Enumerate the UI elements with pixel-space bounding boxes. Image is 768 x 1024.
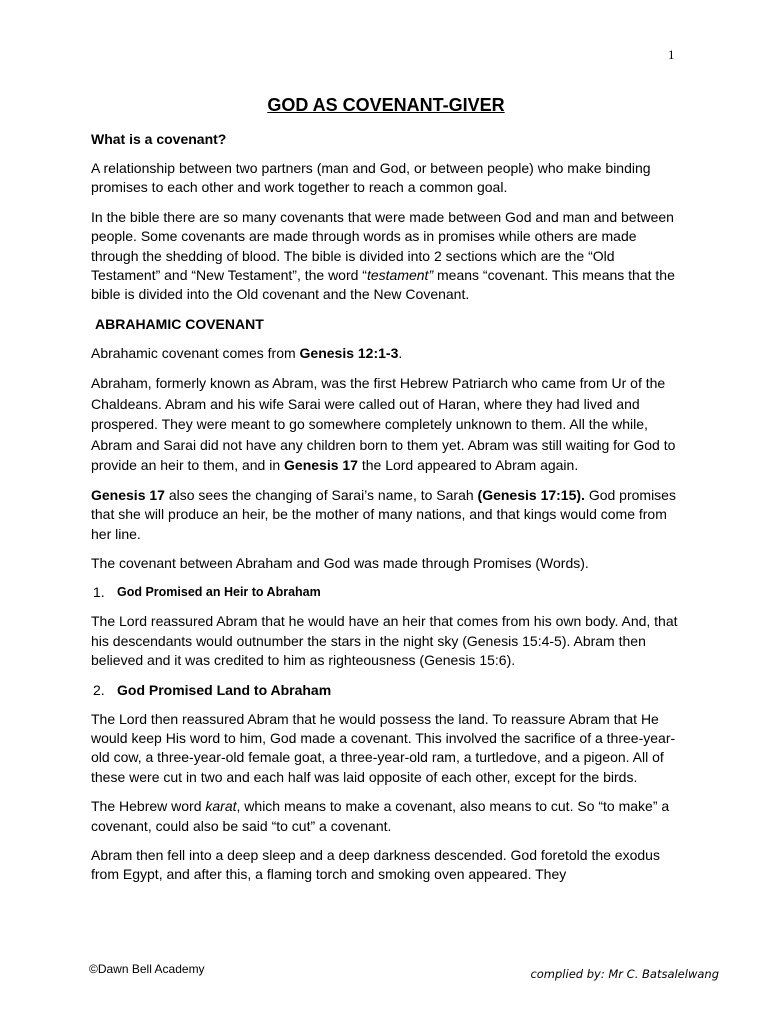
heading-abrahamic-covenant: ABRAHAMIC COVENANT bbox=[95, 315, 264, 332]
paragraph-land: The Lord then reassured Abram that he would possess the land. To reassure Abram that He would keep His word to him, God made a covenant. This involved the sacrifice of a three-year-old cow, a three-year-old female goat, a three-year-old ram, a turtledove, and a pigeon. All of these were cut in two and each half was laid opposite of each other, except for the birds. bbox=[91, 710, 676, 785]
text-run: means “covenant. This means that the bible is divided into the Old covenant and the New Covenant. bbox=[91, 267, 675, 303]
list-heading: God Promised Land to Abraham bbox=[117, 681, 332, 698]
document-title: GOD AS COVENANT-GIVER bbox=[267, 95, 505, 115]
text-run: The Hebrew word bbox=[91, 798, 206, 815]
bold-reference: (Genesis 17:15). bbox=[477, 486, 585, 503]
emphasis-testament: testament” bbox=[366, 267, 434, 284]
paragraph-abrahamic-source bbox=[91, 344, 681, 363]
page-number: 1 bbox=[668, 47, 675, 62]
list-item-land bbox=[91, 681, 681, 700]
text-run: the Lord appeared to Abram again. bbox=[357, 457, 579, 474]
paragraph-karat bbox=[91, 797, 681, 836]
paragraph-promises: The covenant between Abraham and God was made through Promises (Words). bbox=[91, 554, 589, 571]
document-body bbox=[91, 92, 681, 895]
list-heading: God Promised an Heir to Abraham bbox=[117, 585, 321, 600]
footer-author: complied by: Mr C. Batsalelwang bbox=[530, 967, 719, 981]
list-item-heir bbox=[91, 583, 681, 602]
paragraph-bible-covenants bbox=[91, 208, 681, 305]
heading-what-is-covenant: What is a covenant? bbox=[91, 131, 227, 147]
footer-copyright: ©Dawn Bell Academy bbox=[89, 962, 205, 976]
bold-reference: Genesis 12:1-3 bbox=[299, 344, 399, 361]
text-run: God promises that she will produce an heir, be the mother of many nations, and that kings would come from her line. bbox=[91, 486, 676, 542]
bold-reference: Genesis 17 bbox=[91, 486, 165, 503]
text-run: also sees the changing of Sarai’s name, to Sarah bbox=[164, 486, 478, 503]
paragraph-heir: The Lord reassured Abram that he would have an heir that comes from his own body. And, that his descendants would outnumber the stars in the night sky (Genesis 15:4-5). Abram then believed and it was credited to him as righteousness (Genesis 15:6). bbox=[91, 613, 678, 669]
text-run: Abraham, formerly known as Abram, was the first Hebrew Patriarch who came from Ur of the Chaldeans. Abram and his wife Sarai were called out of Haran, where they had lived and prospered. They were meant to go somewhere completely unknown to them. All the while, Abram and Sarai did not have any children born to them yet. Abram was still waiting for God to provide an heir to them, and in bbox=[91, 375, 676, 474]
list-number: 1. bbox=[93, 584, 105, 601]
paragraph-definition: A relationship between two partners (man and God, or between people) who make binding promises to each other and work together to reach a common goal. bbox=[91, 160, 651, 196]
paragraph-deep-sleep: Abram then fell into a deep sleep and a deep darkness descended. God foretold the exodus from Egypt, and after this, a flaming torch and smoking oven appeared. They bbox=[91, 847, 660, 883]
paragraph-genesis-17 bbox=[91, 486, 681, 544]
text-run: Abrahamic covenant comes from bbox=[91, 344, 300, 361]
text-run: , which means to make a covenant, also means to cut. So “to make” a covenant, could also be said “to cut” a covenant. bbox=[91, 798, 670, 834]
bold-reference: Genesis 17 bbox=[284, 457, 358, 474]
text-run: In the bible there are so many covenants that were made between God and man and between people. Some covenants are made through words as in promises while others are made through the shedding of blood. The bible is divided into 2 sections which are the “Old Testament” and “New Testament”, the word “ bbox=[91, 208, 674, 284]
list-number: 2. bbox=[93, 681, 105, 698]
paragraph-abraham-history bbox=[91, 373, 681, 476]
emphasis-karat: karat bbox=[205, 798, 237, 815]
text-run: . bbox=[398, 344, 403, 361]
